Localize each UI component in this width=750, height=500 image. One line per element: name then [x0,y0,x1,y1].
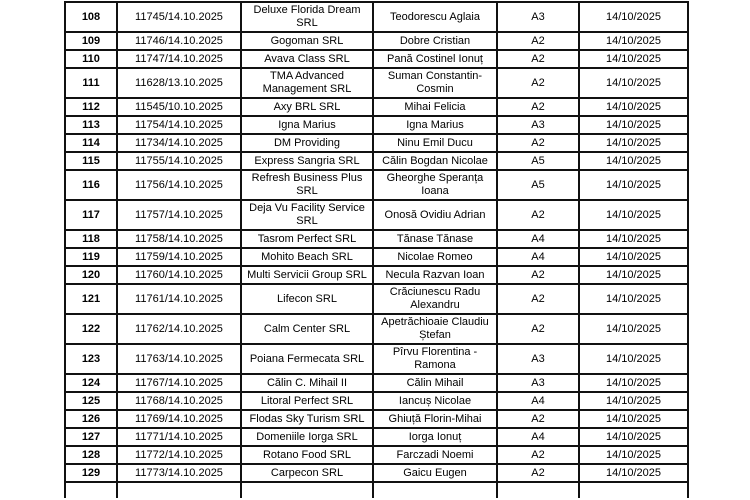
registration-number-cell: 11734/14.10.2025 [117,134,241,152]
representative-name-cell: Teodorescu Aglaia [373,2,497,32]
table-row [65,200,688,230]
empty-cell [373,482,497,498]
representative-name-cell: Gaicu Eugen [373,464,497,482]
issue-date-cell: 14/10/2025 [579,446,688,464]
representative-name-cell: Tănase Tănase [373,230,497,248]
classification-code-cell: A4 [497,428,579,446]
table-row [65,410,688,428]
issue-date-cell: 14/10/2025 [579,134,688,152]
row-number-cell: 114 [65,134,117,152]
registration-number-cell: 11772/14.10.2025 [117,446,241,464]
table-row [65,374,688,392]
representative-name-cell: Onosă Ovidiu Adrian [373,200,497,230]
table-row [65,284,688,314]
registration-number-cell: 11767/14.10.2025 [117,374,241,392]
registration-number-cell: 11745/14.10.2025 [117,2,241,32]
company-name-cell: Carpecon SRL [241,464,373,482]
row-number-cell: 124 [65,374,117,392]
classification-code-cell: A2 [497,200,579,230]
table-row [65,32,688,50]
registration-number-cell: 11757/14.10.2025 [117,200,241,230]
company-name-cell: Refresh Business Plus SRL [241,170,373,200]
classification-code-cell: A2 [497,50,579,68]
registration-number-cell: 11754/14.10.2025 [117,116,241,134]
registration-number-cell: 11756/14.10.2025 [117,170,241,200]
representative-name-cell: Nicolae Romeo [373,248,497,266]
issue-date-cell: 14/10/2025 [579,116,688,134]
registration-number-cell: 11769/14.10.2025 [117,410,241,428]
company-name-cell: Avava Class SRL [241,50,373,68]
row-number-cell: 113 [65,116,117,134]
representative-name-cell: Iorga Ionuț [373,428,497,446]
representative-name-cell: Crăciunescu Radu Alexandru [373,284,497,314]
registration-number-cell: 11771/14.10.2025 [117,428,241,446]
classification-code-cell: A5 [497,152,579,170]
classification-code-cell: A2 [497,314,579,344]
registration-number-cell: 11760/14.10.2025 [117,266,241,284]
representative-name-cell: Ninu Emil Ducu [373,134,497,152]
company-name-cell: Express Sangria SRL [241,152,373,170]
representative-name-cell: Mihai Felicia [373,98,497,116]
row-number-cell: 109 [65,32,117,50]
empty-cell [579,482,688,498]
row-number-cell: 128 [65,446,117,464]
table-row [65,248,688,266]
table-row [65,152,688,170]
issue-date-cell: 14/10/2025 [579,32,688,50]
classification-code-cell: A4 [497,248,579,266]
registration-number-cell: 11747/14.10.2025 [117,50,241,68]
company-name-cell: Calm Center SRL [241,314,373,344]
company-name-cell: Poiana Fermecata SRL [241,344,373,374]
representative-name-cell: Ghiuță Florin-Mihai [373,410,497,428]
issue-date-cell: 14/10/2025 [579,68,688,98]
issue-date-cell: 14/10/2025 [579,152,688,170]
row-number-cell: 122 [65,314,117,344]
registration-number-cell: 11768/14.10.2025 [117,392,241,410]
row-number-cell: 125 [65,392,117,410]
company-name-cell: DM Providing [241,134,373,152]
document-page [64,1,689,498]
classification-code-cell: A3 [497,116,579,134]
registration-number-cell: 11763/14.10.2025 [117,344,241,374]
empty-cell [117,482,241,498]
classification-code-cell: A5 [497,170,579,200]
issue-date-cell: 14/10/2025 [579,200,688,230]
row-number-cell: 115 [65,152,117,170]
issue-date-cell: 14/10/2025 [579,374,688,392]
representative-name-cell: Pîrvu Florentina - Ramona [373,344,497,374]
table-row [65,2,688,32]
company-name-cell: Deluxe Florida Dream SRL [241,2,373,32]
table-row [65,464,688,482]
table-row [65,428,688,446]
issue-date-cell: 14/10/2025 [579,410,688,428]
row-number-cell: 111 [65,68,117,98]
table-row [65,116,688,134]
table-row [65,50,688,68]
row-number-cell: 127 [65,428,117,446]
registration-number-cell: 11545/10.10.2025 [117,98,241,116]
table-row [65,446,688,464]
representative-name-cell: Gheorghe Speranța Ioana [373,170,497,200]
classification-code-cell: A2 [497,410,579,428]
classification-code-cell: A2 [497,134,579,152]
registration-number-cell: 11758/14.10.2025 [117,230,241,248]
issue-date-cell: 14/10/2025 [579,230,688,248]
registration-number-cell: 11755/14.10.2025 [117,152,241,170]
company-name-cell: Mohito Beach SRL [241,248,373,266]
row-number-cell: 112 [65,98,117,116]
registration-number-cell: 11628/13.10.2025 [117,68,241,98]
representative-name-cell: Apetrăchioaie Claudiu Ștefan [373,314,497,344]
issue-date-cell: 14/10/2025 [579,428,688,446]
classification-code-cell: A4 [497,230,579,248]
company-name-cell: Deja Vu Facility Service SRL [241,200,373,230]
classification-code-cell: A3 [497,344,579,374]
company-name-cell: TMA Advanced Management SRL [241,68,373,98]
classification-code-cell: A2 [497,68,579,98]
table-row [65,68,688,98]
company-name-cell: Flodas Sky Turism SRL [241,410,373,428]
issue-date-cell: 14/10/2025 [579,170,688,200]
representative-name-cell: Călin Bogdan Nicolae [373,152,497,170]
company-name-cell: Tasrom Perfect SRL [241,230,373,248]
classification-code-cell: A2 [497,446,579,464]
records-table [64,1,689,498]
row-number-cell: 126 [65,410,117,428]
registration-number-cell: 11762/14.10.2025 [117,314,241,344]
records-table-body [65,2,688,498]
issue-date-cell: 14/10/2025 [579,284,688,314]
representative-name-cell: Pană Costinel Ionuț [373,50,497,68]
issue-date-cell: 14/10/2025 [579,98,688,116]
row-number-cell: 118 [65,230,117,248]
table-row [65,98,688,116]
classification-code-cell: A2 [497,98,579,116]
issue-date-cell: 14/10/2025 [579,464,688,482]
registration-number-cell: 11746/14.10.2025 [117,32,241,50]
classification-code-cell: A2 [497,32,579,50]
company-name-cell: Multi Servicii Group SRL [241,266,373,284]
issue-date-cell: 14/10/2025 [579,266,688,284]
empty-cell [65,482,117,498]
representative-name-cell: Suman Constantin-Cosmin [373,68,497,98]
row-number-cell: 121 [65,284,117,314]
representative-name-cell: Necula Razvan Ioan [373,266,497,284]
row-number-cell: 116 [65,170,117,200]
registration-number-cell: 11773/14.10.2025 [117,464,241,482]
registration-number-cell: 11759/14.10.2025 [117,248,241,266]
empty-cell [497,482,579,498]
table-row [65,170,688,200]
issue-date-cell: 14/10/2025 [579,50,688,68]
classification-code-cell: A4 [497,392,579,410]
representative-name-cell: Igna Marius [373,116,497,134]
table-row-partial [65,482,688,498]
row-number-cell: 123 [65,344,117,374]
table-row [65,392,688,410]
issue-date-cell: 14/10/2025 [579,344,688,374]
company-name-cell: Lifecon SRL [241,284,373,314]
classification-code-cell: A3 [497,374,579,392]
empty-cell [241,482,373,498]
issue-date-cell: 14/10/2025 [579,314,688,344]
classification-code-cell: A3 [497,2,579,32]
row-number-cell: 117 [65,200,117,230]
issue-date-cell: 14/10/2025 [579,2,688,32]
row-number-cell: 120 [65,266,117,284]
representative-name-cell: Iancuș Nicolae [373,392,497,410]
company-name-cell: Gogoman SRL [241,32,373,50]
table-row [65,134,688,152]
company-name-cell: Domeniile Iorga SRL [241,428,373,446]
company-name-cell: Rotano Food SRL [241,446,373,464]
row-number-cell: 129 [65,464,117,482]
representative-name-cell: Călin Mihail [373,374,497,392]
representative-name-cell: Dobre Cristian [373,32,497,50]
issue-date-cell: 14/10/2025 [579,248,688,266]
table-row [65,266,688,284]
row-number-cell: 110 [65,50,117,68]
company-name-cell: Litoral Perfect SRL [241,392,373,410]
table-row [65,230,688,248]
representative-name-cell: Farczadi Noemi [373,446,497,464]
row-number-cell: 119 [65,248,117,266]
company-name-cell: Axy BRL SRL [241,98,373,116]
table-row [65,344,688,374]
row-number-cell: 108 [65,2,117,32]
registration-number-cell: 11761/14.10.2025 [117,284,241,314]
classification-code-cell: A2 [497,266,579,284]
company-name-cell: Igna Marius [241,116,373,134]
classification-code-cell: A2 [497,464,579,482]
company-name-cell: Călin C. Mihail II [241,374,373,392]
issue-date-cell: 14/10/2025 [579,392,688,410]
table-row [65,314,688,344]
classification-code-cell: A2 [497,284,579,314]
